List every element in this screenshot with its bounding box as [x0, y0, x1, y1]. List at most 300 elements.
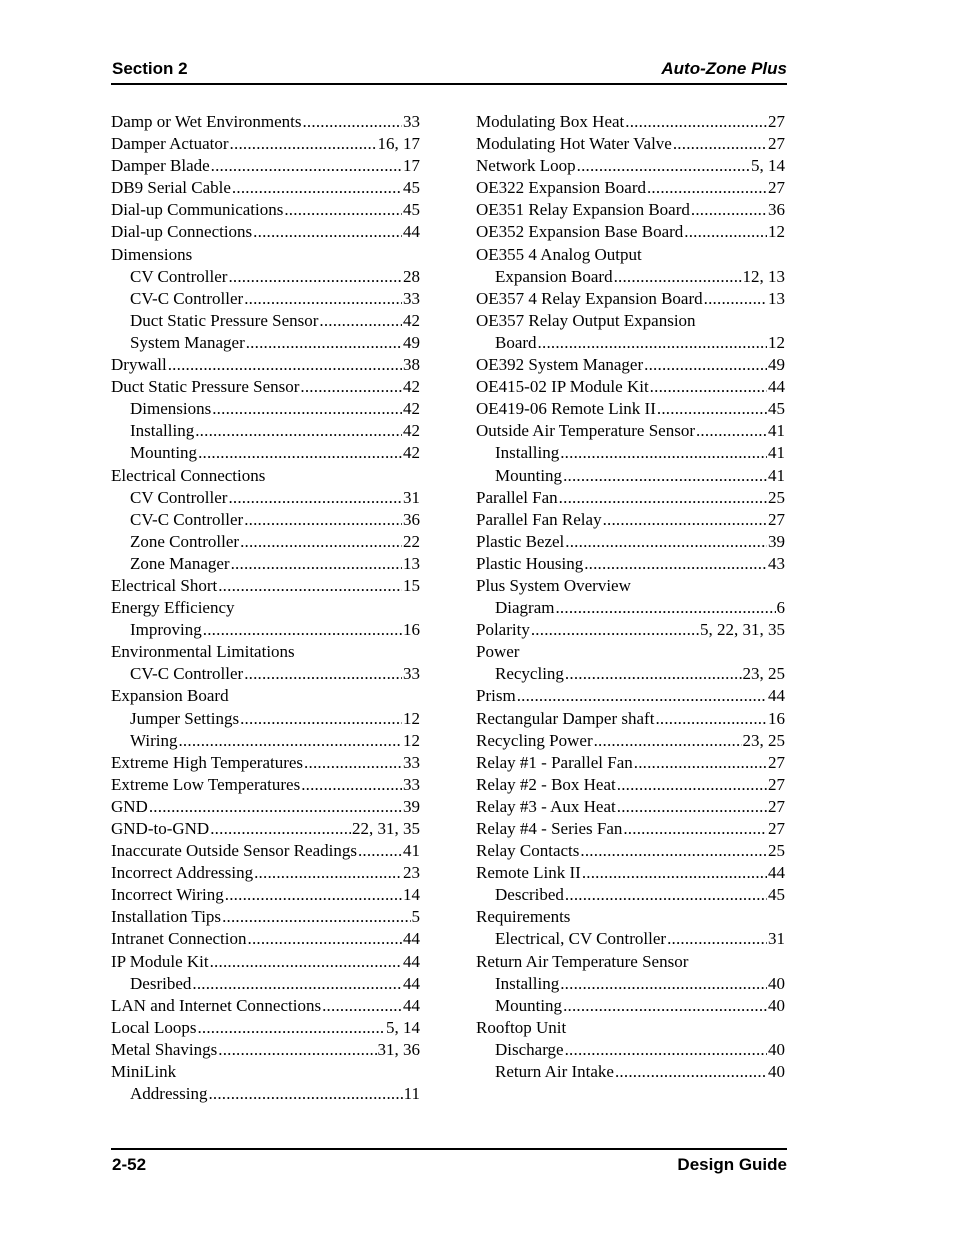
- index-term: Polarity: [476, 620, 530, 640]
- index-term: GND-to-GND: [111, 819, 210, 838]
- dot-leader: [623, 818, 767, 840]
- index-entry: [476, 376, 785, 398]
- index-term: Expansion Board: [111, 686, 229, 706]
- index-term: Zone Controller: [130, 531, 240, 551]
- index-entry: [476, 840, 785, 862]
- section-label: Section 2: [112, 59, 188, 78]
- index-term: Parallel Fan Relay: [476, 509, 602, 529]
- index-subentry: [476, 663, 785, 685]
- index-page-numbers: 42: [403, 443, 420, 463]
- index-page-numbers: 25: [768, 487, 785, 507]
- index-subentry: [111, 442, 420, 464]
- index-term: Improving: [130, 620, 202, 640]
- dot-leader: [244, 663, 402, 685]
- index-entry: [111, 752, 420, 774]
- index-term: Dimensions: [130, 399, 212, 419]
- index-term: Relay #1 - Parallel Fan: [476, 752, 633, 772]
- index-term: Parallel Fan: [476, 487, 558, 507]
- index-page-numbers: 44: [768, 686, 785, 706]
- dot-leader: [559, 487, 767, 509]
- index-page-numbers: 44: [768, 377, 785, 397]
- index-subentry: [476, 973, 785, 995]
- index-term: Relay #4 - Series Fan: [476, 819, 623, 838]
- index-term: Plastic Housing: [476, 553, 584, 573]
- dot-leader: [319, 310, 402, 332]
- index-term: Electrical Short: [111, 575, 218, 595]
- dot-leader: [322, 995, 402, 1017]
- index-entry: [111, 906, 420, 928]
- dot-leader: [212, 398, 402, 420]
- dot-leader: [232, 177, 402, 199]
- dot-leader: [198, 442, 402, 464]
- index-subentry: [111, 973, 420, 995]
- index-entry: [476, 244, 785, 266]
- index-entry: [476, 906, 785, 928]
- dot-leader: [284, 199, 402, 221]
- index-subentry: [111, 619, 420, 641]
- index-term: Metal Shavings: [111, 1039, 218, 1059]
- index-term: Extreme Low Temperatures: [111, 774, 301, 794]
- index-page-numbers: 5, 22, 31, 35: [700, 620, 785, 640]
- index-column-left: [111, 111, 420, 1105]
- index-page-numbers: 31, 36: [377, 1039, 420, 1059]
- dot-leader: [208, 1083, 402, 1105]
- index-subentry: [111, 1083, 420, 1105]
- index-subentry: [476, 465, 785, 487]
- index-page-numbers: 15: [403, 575, 420, 595]
- index-term: CV Controller: [130, 266, 228, 286]
- dot-leader: [625, 111, 767, 133]
- index-entry: [476, 796, 785, 818]
- index-term: Dial-up Communications: [111, 200, 284, 220]
- index-page-numbers: 27: [768, 752, 785, 772]
- index-subentry: [111, 310, 420, 332]
- index-term: CV-C Controller: [130, 288, 244, 308]
- index-entry: [111, 177, 420, 199]
- index-entry: [111, 951, 420, 973]
- index-term: Rooftop Unit: [476, 1017, 567, 1037]
- index-entry: [111, 133, 420, 155]
- product-title: Auto-Zone Plus: [661, 59, 787, 78]
- index-page-numbers: 45: [768, 399, 785, 419]
- dot-leader: [580, 840, 767, 862]
- index-term: Dial-up Connections: [111, 222, 253, 242]
- index-term: Damper Actuator: [111, 134, 229, 154]
- index-page-numbers: 22: [403, 531, 420, 551]
- index-entry: [476, 575, 785, 597]
- page-number: 2-52: [112, 1155, 147, 1174]
- index-page-numbers: 49: [403, 332, 420, 352]
- index-term: Inaccurate Outside Sensor Readings: [111, 841, 357, 861]
- dot-leader: [244, 509, 402, 531]
- index-entry: [476, 619, 785, 641]
- index-entry: [111, 575, 420, 597]
- index-page-numbers: 40: [768, 1062, 785, 1082]
- index-term: OE357 Relay Output Expansion: [476, 310, 696, 330]
- dot-leader: [555, 597, 775, 619]
- index-entry: [111, 221, 420, 243]
- index-entry: [476, 155, 785, 177]
- index-page-numbers: 44: [768, 863, 785, 883]
- index-term: GND: [111, 796, 148, 816]
- index-entry: [111, 862, 420, 884]
- index-page-numbers: 27: [768, 509, 785, 529]
- index-page-numbers: 16: [403, 620, 420, 640]
- index-term: Incorrect Wiring: [111, 885, 224, 905]
- index-page-numbers: 44: [403, 929, 420, 949]
- dot-leader: [149, 796, 402, 818]
- index-subentry: [476, 597, 785, 619]
- index-entry: [111, 244, 420, 266]
- index-page-numbers: 33: [403, 752, 420, 772]
- index-term: Modulating Hot Water Valve: [476, 134, 672, 154]
- index-term: Described: [495, 885, 564, 905]
- index-page-numbers: 6: [776, 598, 785, 618]
- index-term: Network Loop: [476, 156, 576, 176]
- index-entry: [111, 199, 420, 221]
- index-page-numbers: 42: [403, 310, 420, 330]
- index-page-numbers: 31: [403, 487, 420, 507]
- index-subentry: [476, 1039, 785, 1061]
- dot-leader: [304, 752, 402, 774]
- index-page-numbers: 12: [403, 708, 420, 728]
- index-term: Return Air Temperature Sensor: [476, 951, 689, 971]
- dot-leader: [228, 487, 402, 509]
- index-term: Installing: [495, 443, 560, 463]
- index-page-numbers: 28: [403, 266, 420, 286]
- dot-leader: [617, 774, 767, 796]
- header-rule: [111, 83, 787, 85]
- index-page-numbers: 13: [768, 288, 785, 308]
- index-entry: [476, 641, 785, 663]
- index-page-numbers: 27: [768, 112, 785, 131]
- index-page-numbers: 45: [768, 885, 785, 905]
- index-page-numbers: 40: [768, 973, 785, 993]
- index-subentry: [476, 884, 785, 906]
- index-term: Installing: [130, 421, 195, 441]
- index-term: OE419-06 Remote Link II: [476, 399, 656, 419]
- index-page-numbers: 41: [768, 443, 785, 463]
- index-term: Modulating Box Heat: [476, 112, 625, 131]
- index-entry: [111, 1017, 420, 1039]
- index-page-numbers: 13: [403, 553, 420, 573]
- index-page-numbers: 40: [768, 995, 785, 1015]
- index-term: Discharge: [495, 1039, 564, 1059]
- index-page-numbers: 38: [403, 355, 420, 375]
- dot-leader: [696, 420, 767, 442]
- index-term: Desribed: [130, 973, 192, 993]
- index-entry: [476, 310, 785, 332]
- index-entry: [476, 531, 785, 553]
- index-term: Local Loops: [111, 1017, 197, 1037]
- index-entry: [476, 1017, 785, 1039]
- dot-leader: [584, 553, 767, 575]
- index-entry: [111, 155, 420, 177]
- dot-leader: [517, 685, 767, 707]
- dot-leader: [240, 531, 402, 553]
- index-page-numbers: 49: [768, 355, 785, 375]
- index-page-numbers: 42: [403, 377, 420, 397]
- index-term: OE351 Relay Expansion Board: [476, 200, 690, 220]
- index-page-numbers: 44: [403, 973, 420, 993]
- index-page-numbers: 27: [768, 819, 785, 838]
- dot-leader: [582, 862, 767, 884]
- index-entry: [111, 376, 420, 398]
- index-page-numbers: 5, 14: [386, 1017, 420, 1037]
- index-term: CV-C Controller: [130, 509, 244, 529]
- index-term: OE392 System Manager: [476, 355, 644, 375]
- index-entry: [476, 553, 785, 575]
- page-footer: [111, 1154, 787, 1178]
- index-entry: [111, 1061, 420, 1083]
- index-page-numbers: 41: [403, 841, 420, 861]
- footer-rule: [111, 1148, 787, 1150]
- index-term: Remote Link II: [476, 863, 581, 883]
- index-term: CV Controller: [130, 487, 228, 507]
- index-page-numbers: 39: [403, 796, 420, 816]
- index-term: System Manager: [130, 332, 245, 352]
- dot-leader: [647, 177, 767, 199]
- index-term: Energy Efficiency: [111, 598, 235, 618]
- index-term: Environmental Limitations: [111, 642, 295, 662]
- index-term: Dimensions: [111, 244, 193, 264]
- index-term: Return Air Intake: [495, 1062, 614, 1082]
- index-term: Rectangular Damper shaft: [476, 708, 655, 728]
- dot-leader: [230, 133, 377, 155]
- index-subentry: [111, 730, 420, 752]
- index-entry: [111, 818, 420, 840]
- index-page-numbers: 27: [768, 796, 785, 816]
- index-entry: [111, 884, 420, 906]
- index-subentry: [111, 663, 420, 685]
- index-page-numbers: 39: [768, 531, 785, 551]
- index-entry: [476, 111, 785, 133]
- index-page-numbers: 17: [403, 156, 420, 176]
- index-page-numbers: 43: [768, 553, 785, 573]
- dot-leader: [211, 155, 402, 177]
- index-entry: [111, 111, 420, 133]
- dot-leader: [614, 266, 742, 288]
- dot-leader: [531, 619, 699, 641]
- index-term: IP Module Kit: [111, 951, 209, 971]
- dot-leader: [358, 840, 402, 862]
- index-page-numbers: 12: [768, 222, 785, 242]
- document-title: Design Guide: [677, 1155, 787, 1174]
- index-term: Addressing: [130, 1084, 208, 1104]
- index-entry: [476, 774, 785, 796]
- dot-leader: [704, 288, 767, 310]
- index-entry: [476, 951, 785, 973]
- index-page-numbers: 44: [403, 995, 420, 1015]
- index-entry: [111, 995, 420, 1017]
- dot-leader: [667, 928, 767, 950]
- dot-leader: [301, 774, 402, 796]
- dot-leader: [218, 1039, 376, 1061]
- index-subentry: [111, 487, 420, 509]
- index-entry: [476, 221, 785, 243]
- index-term: LAN and Internet Connections: [111, 995, 322, 1015]
- dot-leader: [565, 531, 767, 553]
- index-subentry: [111, 420, 420, 442]
- index-term: Recycling: [495, 664, 564, 684]
- dot-leader: [225, 884, 402, 906]
- dot-leader: [240, 708, 402, 730]
- index-entry: [111, 796, 420, 818]
- index-entry: [476, 199, 785, 221]
- dot-leader: [195, 420, 402, 442]
- index-term: Recycling Power: [476, 730, 593, 750]
- index-term: CV-C Controller: [130, 664, 244, 684]
- dot-leader: [650, 376, 767, 398]
- index-term: Installation Tips: [111, 907, 222, 927]
- dot-leader: [617, 796, 767, 818]
- index-page-numbers: 41: [768, 421, 785, 441]
- dot-leader: [673, 133, 767, 155]
- index-page-numbers: 12, 13: [742, 266, 785, 286]
- index-entry: [476, 708, 785, 730]
- index-page-numbers: 44: [403, 222, 420, 242]
- index-entry: [476, 288, 785, 310]
- index-column-right: [476, 111, 785, 1083]
- index-term: Relay #2 - Box Heat: [476, 774, 616, 794]
- dot-leader: [218, 575, 402, 597]
- dot-leader: [300, 376, 402, 398]
- dot-leader: [168, 354, 402, 376]
- index-page-numbers: 5, 14: [751, 156, 785, 176]
- dot-leader: [657, 398, 767, 420]
- dot-leader: [246, 332, 402, 354]
- index-page-numbers: 33: [403, 288, 420, 308]
- dot-leader: [231, 553, 402, 575]
- index-term: Incorrect Addressing: [111, 863, 254, 883]
- index-term: Prism: [476, 686, 516, 706]
- index-subentry: [111, 288, 420, 310]
- page-header: [111, 58, 787, 82]
- index-subentry: [111, 266, 420, 288]
- index-subentry: [111, 509, 420, 531]
- index-page-numbers: 27: [768, 134, 785, 154]
- index-term: Plus System Overview: [476, 575, 631, 595]
- index-page-numbers: 27: [768, 178, 785, 198]
- index-term: OE322 Expansion Board: [476, 178, 646, 198]
- index-entry: [476, 730, 785, 752]
- dot-leader: [565, 663, 742, 685]
- index-term: Electrical Connections: [111, 465, 266, 485]
- dot-leader: [684, 221, 767, 243]
- index-term: OE355 4 Analog Output: [476, 244, 642, 264]
- index-entry: [111, 641, 420, 663]
- index-term: Drywall: [111, 355, 167, 375]
- index-term: Zone Manager: [130, 553, 230, 573]
- dot-leader: [563, 465, 767, 487]
- index-term: Power: [476, 642, 520, 662]
- index-page-numbers: 14: [403, 885, 420, 905]
- index-term: Requirements: [476, 907, 571, 927]
- dot-leader: [253, 221, 402, 243]
- index-entry: [476, 752, 785, 774]
- dot-leader: [244, 288, 402, 310]
- index-term: OE357 4 Relay Expansion Board: [476, 288, 703, 308]
- dot-leader: [615, 1061, 767, 1083]
- index-page-numbers: 45: [403, 178, 420, 198]
- index-term: Damper Blade: [111, 156, 210, 176]
- dot-leader: [192, 973, 402, 995]
- index-term: Installing: [495, 973, 560, 993]
- index-page-numbers: 27: [768, 774, 785, 794]
- index-entry: [476, 685, 785, 707]
- index-entry: [111, 1039, 420, 1061]
- dot-leader: [560, 973, 767, 995]
- dot-leader: [248, 928, 403, 950]
- index-term: Wiring: [130, 730, 178, 750]
- index-page-numbers: 5: [411, 907, 420, 927]
- index-term: Intranet Connection: [111, 929, 247, 949]
- index-term: Mounting: [130, 443, 198, 463]
- index-term: Electrical, CV Controller: [495, 929, 667, 949]
- index-term: Mounting: [495, 995, 563, 1015]
- index-page-numbers: 33: [403, 774, 420, 794]
- index-page-numbers: 23, 25: [742, 730, 785, 750]
- index-term: Mounting: [495, 465, 563, 485]
- dot-leader: [203, 619, 402, 641]
- index-term: Damp or Wet Environments: [111, 112, 302, 131]
- index-entry: [111, 597, 420, 619]
- dot-leader: [655, 708, 767, 730]
- index-entry: [476, 509, 785, 531]
- index-page-numbers: 41: [768, 465, 785, 485]
- index-entry: [476, 818, 785, 840]
- index-subentry: [111, 398, 420, 420]
- dot-leader: [560, 442, 767, 464]
- index-page-numbers: 22, 31, 35: [352, 819, 420, 838]
- index-term: Diagram: [495, 598, 555, 618]
- index-page-numbers: 44: [403, 951, 420, 971]
- index-entry: [111, 465, 420, 487]
- index-page-numbers: 12: [403, 730, 420, 750]
- index-page-numbers: 45: [403, 200, 420, 220]
- dot-leader: [691, 199, 767, 221]
- dot-leader: [594, 730, 742, 752]
- index-term: Duct Static Pressure Sensor: [130, 310, 319, 330]
- index-page-numbers: 12: [768, 332, 785, 352]
- index-subentry: [476, 442, 785, 464]
- index-term: DB9 Serial Cable: [111, 178, 231, 198]
- index-entry: [111, 774, 420, 796]
- index-page-numbers: 40: [768, 1039, 785, 1059]
- index-term: Jumper Settings: [130, 708, 240, 728]
- index-term: Duct Static Pressure Sensor: [111, 377, 300, 397]
- index-subentry: [111, 708, 420, 730]
- dot-leader: [210, 951, 402, 973]
- index-term: MiniLink: [111, 1062, 177, 1082]
- dot-leader: [634, 752, 767, 774]
- index-entry: [476, 133, 785, 155]
- dot-leader: [178, 730, 402, 752]
- index-page-numbers: 33: [403, 664, 420, 684]
- index-page-numbers: 16: [768, 708, 785, 728]
- dot-leader: [565, 884, 767, 906]
- index-term: Expansion Board: [495, 266, 613, 286]
- index-subentry: [476, 332, 785, 354]
- index-entry: [476, 420, 785, 442]
- dot-leader: [565, 1039, 767, 1061]
- index-entry: [476, 177, 785, 199]
- dot-leader: [538, 332, 767, 354]
- dot-leader: [222, 906, 410, 928]
- index-term: OE415-02 IP Module Kit: [476, 377, 649, 397]
- index-term: Relay #3 - Aux Heat: [476, 796, 616, 816]
- index-term: Outside Air Temperature Sensor: [476, 421, 695, 441]
